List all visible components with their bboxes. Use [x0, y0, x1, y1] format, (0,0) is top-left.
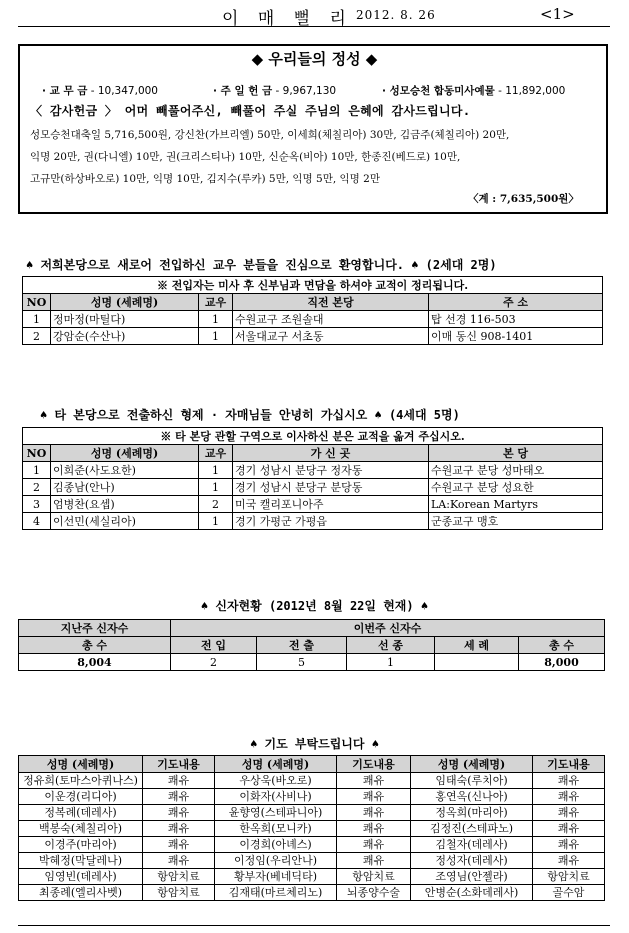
prayer-intention-cell: 쾌유: [143, 837, 215, 853]
prayer-name-cell: 김철자(데레사): [411, 837, 533, 853]
transfer-title: ♠ 타 본당으로 전출하신 형제 · 자매님들 안녕히 가십시오 ♠ (4세대 5명): [40, 408, 460, 422]
cell: 2: [23, 479, 51, 496]
cell: 미국 캘리포니아주: [233, 496, 429, 513]
col-header: 교우: [199, 294, 233, 311]
table-row: [23, 328, 603, 345]
table-row: [19, 789, 605, 805]
offering-item-dues: [42, 83, 158, 98]
prayer-name-cell: 김정진(스테파노): [411, 821, 533, 837]
col-header: 기도내용: [337, 756, 411, 773]
prayer-intention-cell: 뇌종양수술: [337, 885, 411, 901]
cell: 1: [199, 479, 233, 496]
table-header-row: [19, 756, 605, 773]
prayer-intention-cell: 쾌유: [143, 773, 215, 789]
col-header: 교우: [199, 445, 233, 462]
col-header: NO: [23, 294, 51, 311]
welcome-note: ※ 전입자는 미사 후 신부님과 면담을 하셔야 교적이 정리됩니다.: [23, 277, 603, 294]
cell: 1: [199, 328, 233, 345]
prayer-intention-cell: 쾌유: [337, 789, 411, 805]
prayer-intention-cell: 항암치료: [533, 869, 605, 885]
col-header: 기도내용: [143, 756, 215, 773]
col-header: 총 수: [19, 637, 171, 654]
prayer-name-cell: 이화자(사비나): [215, 789, 337, 805]
table-row: [19, 773, 605, 789]
cell: 강암순(수산나): [51, 328, 199, 345]
cell: 1: [23, 311, 51, 328]
cell: 경기 가평군 가평읍: [233, 513, 429, 530]
table-row: [19, 853, 605, 869]
prayer-intention-cell: 쾌유: [533, 805, 605, 821]
table-row: [19, 654, 605, 671]
prayer-intention-cell: 항암치료: [337, 869, 411, 885]
col-header: 기도내용: [533, 756, 605, 773]
table-row: [19, 837, 605, 853]
table-row: [23, 496, 603, 513]
prayer-intention-cell: 쾌유: [143, 821, 215, 837]
cell: 경기 성남시 분당구 정자동: [233, 462, 429, 479]
col-header: 성명 (세례명): [411, 756, 533, 773]
prayer-name-cell: 이경주(마리아): [19, 837, 143, 853]
cell: 8,000: [519, 654, 605, 671]
cell: 정마정(마틸다): [51, 311, 199, 328]
prayer-intention-cell: 쾌유: [533, 821, 605, 837]
prayer-name-cell: 정성자(데레사): [411, 853, 533, 869]
prayer-name-cell: 최종례(엘리사벳): [19, 885, 143, 901]
table-header-row: [23, 445, 603, 462]
cell: 탑 선경 116-503: [429, 311, 603, 328]
table-header-row: [23, 294, 603, 311]
page-number: <1>: [540, 5, 575, 23]
cell: 이매 동신 908-1401: [429, 328, 603, 345]
cell: 1: [23, 462, 51, 479]
table-row: [19, 885, 605, 901]
prayer-intention-cell: 쾌유: [337, 773, 411, 789]
bulletin-title: 이 매 뻘 리: [222, 9, 353, 29]
cell: 군종교구 맹호: [429, 513, 603, 530]
cell: LA:Korean Martyrs: [429, 496, 603, 513]
prayer-intention-cell: 쾌유: [533, 789, 605, 805]
cell: 1: [199, 513, 233, 530]
prayer-name-cell: 김재태(마르체리노): [215, 885, 337, 901]
col-header: 성명 (세례명): [19, 756, 143, 773]
welcome-title: ♠ 저희본당으로 새로어 전입하신 교우 분들을 진심으로 환영합니다. ♠ (2세대 2명): [26, 258, 497, 272]
cell: 수원교구 분당 성마태오: [429, 462, 603, 479]
prayer-intention-cell: 쾌유: [533, 853, 605, 869]
cell: 김종남(안나): [51, 479, 199, 496]
transfer-table: [22, 427, 603, 530]
prayer-name-cell: 박혜정(막달레나): [19, 853, 143, 869]
offering-title: ◆ 우리들의 정성 ◆: [251, 50, 378, 68]
prayer-name-cell: 우상욱(바오로): [215, 773, 337, 789]
table-row: [23, 462, 603, 479]
prayer-name-cell: 정유희(토마스아퀴나스): [19, 773, 143, 789]
col-header: 세 례: [435, 637, 519, 654]
col-header: 주 소: [429, 294, 603, 311]
cell: 3: [23, 496, 51, 513]
thanks-title: 〈 감사헌금 〉 어머 빼풀어주신, 빼풀어 주실 주님의 은혜에 감사드립니다.: [30, 104, 471, 118]
col-header: 가 신 곳: [233, 445, 429, 462]
prayer-name-cell: 백봉숙(체칠리아): [19, 821, 143, 837]
table-row: [23, 479, 603, 496]
bulletin-date: 2012. 8. 26: [356, 8, 436, 22]
prayer-intention-cell: 쾌유: [337, 821, 411, 837]
prayer-name-cell: 조영님(안젤라): [411, 869, 533, 885]
prayer-intention-cell: 골수암: [533, 885, 605, 901]
cell: 2: [199, 496, 233, 513]
col-header: 전 입: [171, 637, 257, 654]
prayer-intention-cell: 쾌유: [337, 805, 411, 821]
prayer-name-cell: 정복례(데레사): [19, 805, 143, 821]
cell: 1: [199, 462, 233, 479]
prayer-intention-cell: 항암치료: [143, 869, 215, 885]
offering-item-value: - 11,892,000: [498, 85, 566, 97]
welcome-table: [22, 276, 603, 345]
prayer-intention-cell: 쾌유: [533, 837, 605, 853]
prayer-intention-cell: 쾌유: [143, 789, 215, 805]
table-row: [19, 805, 605, 821]
offering-item-label: · 교 무 금: [42, 85, 88, 97]
prayer-name-cell: 정옥희(마리아): [411, 805, 533, 821]
col-header: NO: [23, 445, 51, 462]
prayer-name-cell: 임태숙(루치아): [411, 773, 533, 789]
prayer-title: ♠ 기도 부탁드립니다 ♠: [250, 737, 379, 751]
cell: 수원교구 분당 성요한: [429, 479, 603, 496]
header-divider: [18, 26, 610, 27]
col-header: 성명 (세례명): [215, 756, 337, 773]
cell: 8,004: [19, 654, 171, 671]
cell: 1: [199, 311, 233, 328]
offering-item-sunday: [213, 83, 336, 98]
prayer-intention-cell: 쾌유: [533, 773, 605, 789]
last-week-label: 지난주 신자수: [19, 620, 171, 637]
col-header: 본 당: [429, 445, 603, 462]
table-header-row: [19, 637, 605, 654]
cell: 1: [347, 654, 435, 671]
cell: 경기 성남시 분당구 분당동: [233, 479, 429, 496]
cell: [435, 654, 519, 671]
prayer-intention-cell: 항암치료: [143, 885, 215, 901]
prayer-name-cell: 윤향영(스테파니아): [215, 805, 337, 821]
prayer-intention-cell: 쾌유: [143, 805, 215, 821]
offering-item-label: · 주 일 헌 금: [213, 85, 273, 97]
col-header: 선 종: [347, 637, 435, 654]
table-row: [23, 513, 603, 530]
col-header: 총 수: [519, 637, 605, 654]
transfer-note: ※ 타 본당 관할 구역으로 이사하신 분은 교적을 옮겨 주십시오.: [23, 428, 603, 445]
cell: 2: [23, 328, 51, 345]
donor-line: 성모승천대축일 5,716,500원, 강신찬(가브리엘) 50만, 이세희(체칠리아) 30만, 김금주(체칠리아) 20만,: [30, 129, 510, 141]
donor-line: 익명 20만, 권(다니엘) 10만, 권(크리스티나) 10만, 신순옥(비아) 10만, 한종진(베드로) 10만,: [30, 151, 461, 163]
prayer-name-cell: 안병순(소화데레사): [411, 885, 533, 901]
offering-item-value: - 10,347,000: [90, 85, 158, 97]
status-title: ♠ 신자현황 (2012년 8월 22일 현재) ♠: [200, 599, 429, 613]
prayer-intention-cell: 쾌유: [143, 853, 215, 869]
cell: 서울대교구 서초동: [233, 328, 429, 345]
prayer-name-cell: 이경희(아녜스): [215, 837, 337, 853]
prayer-name-cell: 임영빈(데레사): [19, 869, 143, 885]
cell: 5: [257, 654, 347, 671]
offering-item-value: - 9,967,130: [275, 85, 337, 97]
cell: 2: [171, 654, 257, 671]
status-table: [18, 619, 605, 671]
table-row: [23, 311, 603, 328]
col-header: 성명 (세례명): [51, 294, 199, 311]
prayer-name-cell: 홍연옥(신나아): [411, 789, 533, 805]
prayer-intention-cell: 쾌유: [337, 853, 411, 869]
prayer-intention-cell: 쾌유: [337, 837, 411, 853]
this-week-label: 이번주 신자수: [171, 620, 605, 637]
table-row: [19, 821, 605, 837]
cell: 엄병찬(요셉): [51, 496, 199, 513]
table-row: [19, 869, 605, 885]
prayer-table: [18, 755, 605, 901]
footer-divider: [18, 925, 610, 926]
offering-item-label: · 성모승천 합동미사예물: [382, 85, 495, 97]
prayer-name-cell: 한옥희(모니카): [215, 821, 337, 837]
col-header: 직전 본당: [233, 294, 429, 311]
cell: 이선민(세실리아): [51, 513, 199, 530]
cell: 수원교구 조원솔대: [233, 311, 429, 328]
offering-item-mass: [382, 83, 565, 98]
prayer-name-cell: 이정임(우리안나): [215, 853, 337, 869]
thanks-total: 〈계 : 7,635,500원〉: [468, 193, 579, 205]
prayer-name-cell: 이운경(리디아): [19, 789, 143, 805]
prayer-name-cell: 황부자(베네딕타): [215, 869, 337, 885]
col-header: 성명 (세례명): [51, 445, 199, 462]
cell: 이희준(사도요한): [51, 462, 199, 479]
col-header: 전 출: [257, 637, 347, 654]
donor-line: 고규만(하상바오로) 10만, 익명 10만, 김지수(루카) 5만, 익명 5만, 익명 2만: [30, 173, 380, 185]
cell: 4: [23, 513, 51, 530]
